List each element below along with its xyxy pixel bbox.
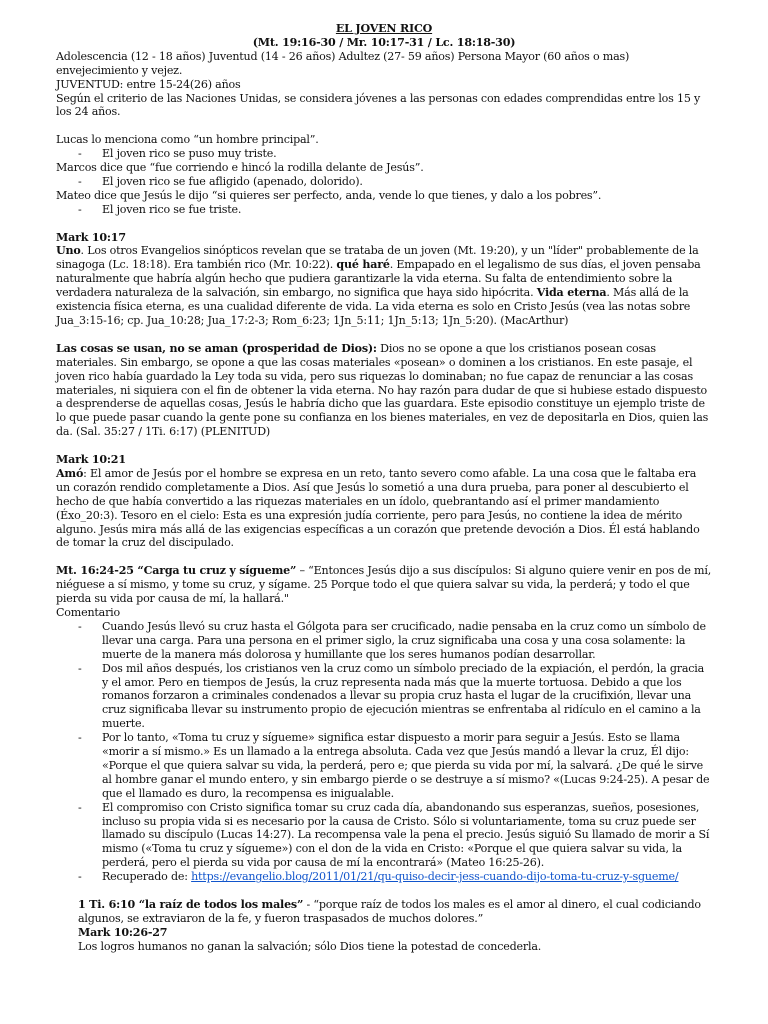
- body-text: : El amor de Jesús por el hombre se expresa en un reto, tanto severo como afable. La una cosa que le faltaba era un corazón rendido completamente a Dios. Así que Jesús lo sometió a una dura prueba, para poner al descubierto el hecho de que había convertido a las riquezas materiales en un ídolo, quebrantando así el primer mandamiento (Éxo_20:3). Tesoro en el cielo: Esta es una expresión judía corriente, pero para Jesús, no contiene la idea de mérito alguno. Jesús mira más allá de las exigencias específicas a un corazón que pretende devoción a Dios. Él está hablando de tomar la cruz del discipulado.: [56, 466, 700, 550]
- luke-note: Lucas lo menciona como “un hombre principal”.: [56, 133, 319, 147]
- list-item: - El compromiso con Cristo significa tomar su cruz cada día, abandonando sus esperanzas, sueños, posesiones, incluso su propia vida si es necesario por la causa de Cristo. Sólo si voluntariamente, toma su cruz puede ser llamado su discípulo (Lucas 14:27). La recompensa vale la pena el precio. Jesús siguió Su llamado de morir a Sí mismo («Toma tu cruz y sígueme») con el don de la vida en Cristo: «Porque el que quiera salvar su vida, la perderá, pero el pierda su vida por causa de mí la encontrará» (Mateo 16:25-26).: [56, 801, 712, 871]
- mark-10-26-body: Los logros humanos no ganan la salvación; sólo Dios tiene la potestad de concederla.: [78, 939, 542, 953]
- mt-16-24-paragraph: [56, 564, 712, 606]
- body-text: . Los otros Evangelios sinópticos revelan que se trataba de un joven (Mt. 19:20), y un "líder" probablemente de la sinagoga (Lc. 18:18). Era también rico (Mr. 10:22).: [56, 244, 699, 272]
- tim-6-10-label: 1 Ti. 6:10 “la raíz de todos los males”: [78, 898, 304, 911]
- mark-note: Marcos dice que “fue corriendo e hincó la rodilla delante de Jesús”.: [56, 161, 424, 175]
- luke-list: [56, 147, 712, 161]
- comment-label: Comentario: [56, 605, 120, 619]
- mt-16-24-label: Mt. 16:24-25 “Carga tu cruz y sígueme”: [56, 564, 297, 578]
- source-link[interactable]: https://evangelio.blog/2011/01/21/qu-quiso-decir-jess-cuando-dijo-toma-tu-cruz-y-sgueme/: [191, 870, 679, 884]
- document-subtitle: (Mt. 19:16-30 / Mr. 10:17-31 / Lc. 18:18-30): [252, 35, 516, 49]
- matthew-list: [56, 203, 712, 217]
- body-text: – “Entonces Jesús dijo a sus discípulos: Si alguno quiere venir en pos de mí, niéguese a sí mismo, y tome su cruz, y sígame. 25 Porque todo el que quiera salvar su vida, la perderá; y todo el que pierda su vida por causa de mí, la hallará.": [56, 564, 712, 606]
- intro-age-ranges: Adolescencia (12 - 18 años) Juventud (14 - 26 años) Adultez (27- 59 años) Persona Mayor (60 años o mas) envejecimiento y vejez.: [56, 49, 630, 77]
- intro-youth-range: JUVENTUD: entre 15-24(26) años: [56, 77, 241, 91]
- riches-label: Las cosas se usan, no se aman (prosperidad de Dios):: [56, 341, 377, 355]
- body-text: . Más allá de la existencia física eterna, es una cualidad diferente de vida. La vida eterna es solo en Cristo Jesús (vea las notas sobre Jua_3:15-16; cp. Jua_10:28; Jua_17:2-3; Rom_6:23; 1Jn_5:11; 1Jn_5:13; 1Jn_5:20). (MacArthur): [56, 286, 691, 327]
- section-heading: Mark 10:21: [56, 453, 126, 467]
- list-item: - Cuando Jesús llevó su cruz hasta el Gólgota para ser crucificado, nadie pensaba en la cruz como un símbolo de llevar una carga. Para una persona en el primer siglo, la cruz significaba una cosa y una cosa solamente: la muerte de la manera más dolorosa y humillante que los seres humanos podían desarrollar.: [56, 620, 712, 662]
- mark-10-17-heading: [56, 231, 712, 245]
- section-heading: Mark 10:17: [56, 230, 126, 244]
- riches-paragraph: [56, 342, 712, 439]
- tim-6-10-paragraph: [56, 898, 712, 926]
- intro-un-criteria: Según el criterio de las Naciones Unidas, se considera jóvenes a las personas con edades comprendidas entre los 15 y los 24 años.: [56, 91, 701, 119]
- list-item: [56, 870, 712, 884]
- list-item: - El joven rico se fue triste.: [56, 203, 712, 217]
- mark-10-26-heading: [56, 926, 712, 940]
- section-heading: Mark 10:26-27: [78, 925, 168, 939]
- list-item: - El joven rico se fue afligido (apenado, dolorido).: [56, 175, 712, 189]
- mark-10-17-body: [56, 244, 712, 327]
- vida-eterna-label: Vida eterna: [536, 286, 607, 300]
- list-item: - El joven rico se puso muy triste.: [56, 147, 712, 161]
- body-text: - “porque raíz de todos los males es el amor al dinero, el cual codiciando algunos, se extraviaron de la fe, y fueron traspasados de muchos dolores.”: [78, 898, 701, 925]
- body-text: . Empapado en el legalismo de sus días, el joven pensaba naturalmente que habría algún hecho que pudiera garantizarle la vida eterna. Su falta de entendimiento sobre la verdadera naturaleza de la salvación, sin embargo, no significa que haya sido hipócrita.: [56, 258, 701, 300]
- body-text: Dios no se opone a que los cristianos posean cosas materiales. Sin embargo, se opone a que las cosas materiales «posean» o dominen a los cristianos. En este pasaje, el joven rico había guardado la Ley toda su vida, pero sus riquezas lo dominaban; no fue capaz de renunciar a las cosas materiales, ni siquiera con el fin de obtener la vida eterna. No hay razón para dudar de que si hubiese estado dispuesto a desprenderse de aquellas cosas, Jesús le habría dicho que las guardara. Este episodio constituye un ejemplo triste de lo que puede pasar cuando la gente pone su confianza en los bienes materiales, en vez de depositarla en Dios, quien las da. (Sal. 35:27 / 1Ti. 6:17) (PLENITUD): [56, 341, 709, 439]
- list-item: - Dos mil años después, los cristianos ven la cruz como un símbolo preciado de la expiación, el perdón, la gracia y el amor. Pero en tiempos de Jesús, la cruz representa nada más que la muerte tortuosa. Debido a que los romanos forzaron a criminales condenados a llevar su propia cruz hasta el lugar de la crucifixión, llevar una cruz significaba llevar su instrumento propio de ejecución mientras se enfrentaba al ridículo en el camino a la muerte.: [56, 662, 712, 732]
- recovered-label: Recuperado de:: [102, 870, 192, 884]
- amo-label: Amó: [56, 466, 84, 480]
- que-hare-label: qué haré: [336, 258, 390, 272]
- matthew-note: Mateo dice que Jesús le dijo “si quieres ser perfecto, anda, vende lo que tienes, y dalo a los pobres”.: [56, 188, 602, 202]
- mark-list: [56, 175, 712, 189]
- mark-10-21-body: [56, 467, 712, 550]
- comment-list: [56, 620, 712, 884]
- list-item: - Por lo tanto, «Toma tu cruz y sígueme» significa estar dispuesto a morir para seguir a Jesús. Esto se llama «morir a sí mismo.» Es un llamado a la entrega absoluta. Cada vez que Jesús mandó a llevar la cruz, Él dijo: «Porque el que quiera salvar su vida, la perderá, pero e; que pierda su vida por mí, la salvará. ¿De qué le sirve al hombre ganar el mundo entero, y sin embargo pierde o se destruye a sí mismo? «(Lucas 9:24-25). A pesar de que el llamado es duro, la recompensa es inigualable.: [56, 731, 712, 801]
- uno-label: Uno: [56, 244, 81, 258]
- document-title: EL JOVEN RICO: [335, 22, 433, 35]
- mark-10-21-heading: [56, 453, 712, 467]
